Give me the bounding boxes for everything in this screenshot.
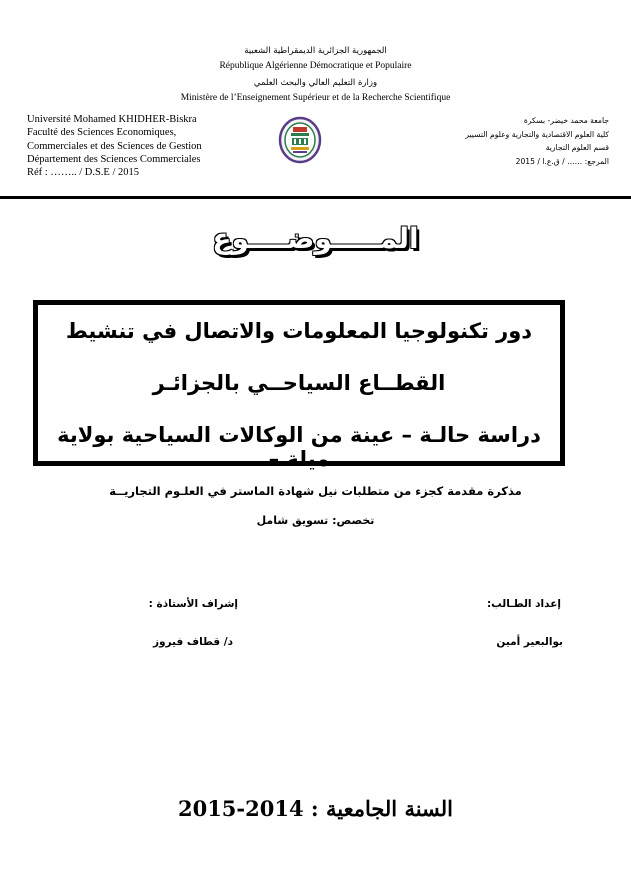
university-block-fr: [27, 113, 277, 179]
specialty: تخصص: تسويق شامل: [256, 514, 375, 527]
memo-description: مذكرة مقدمة كجزء من متطلبات نيل شهادة الماستر في العلـوم التجاريــة: [109, 484, 522, 498]
thesis-title-line-1: دور تكنولوجيا المعلومات والاتصال في تنشيط: [65, 319, 533, 343]
department-name-ar: قسم العلوم التجارية: [545, 143, 609, 152]
faculty-name-fr-cont: Commerciales et des Sciences de Gestion: [27, 140, 202, 152]
country-name-fr: République Algérienne Démocratique et Populaire: [219, 61, 412, 71]
university-name-fr: Université Mohamed KHIDHER-Biskra: [27, 114, 197, 125]
country-name-ar: الجمهورية الجزائرية الديمقراطية الشعبية: [244, 46, 387, 56]
department-name-fr: Département des Sciences Commerciales: [27, 153, 201, 165]
reference-ar: المرجع: …… / ق.ع.ا / 2015: [515, 156, 609, 166]
student-name: بوالبعير أمين: [496, 636, 563, 648]
supervisor-label: إشراف الأستاذة :: [148, 598, 238, 610]
ministry-name-fr: Ministère de l’Enseignement Supérieur et de la Recherche Scientifique: [180, 93, 451, 103]
university-logo: [278, 116, 322, 166]
ministry-name-ar: وزارة التعليم العالي والبحث العلمي: [253, 78, 378, 88]
academic-year: السنة الجامعية : 2014-2015: [177, 796, 454, 821]
supervisor-name: د/ قطاف فيروز: [152, 636, 233, 648]
header-divider: [0, 196, 631, 199]
thesis-title-box: [33, 300, 565, 471]
reference-fr: Réf : …….. / D.S.E / 2015: [27, 167, 139, 179]
subject-heading: المـــــوضــــوع: [212, 222, 419, 255]
thesis-title-line-3: دراسة حالـة – عينة من الوكالات السياحية بولاية ميلة –: [57, 423, 541, 471]
thesis-title-line-2: القطــاع السياحــي بالجزائـر: [152, 371, 446, 395]
prepared-by-label: إعداد الطـالب:: [486, 598, 561, 610]
faculty-name-fr: Faculté des Sciences Economiques,: [27, 127, 177, 139]
faculty-name-ar: كلية العلوم الاقتصادية والتجارية وعلوم التسيير: [465, 129, 609, 139]
university-block-ar: [389, 114, 609, 168]
university-name-ar: جامعة محمد خيضر- بسكرة: [523, 116, 609, 125]
